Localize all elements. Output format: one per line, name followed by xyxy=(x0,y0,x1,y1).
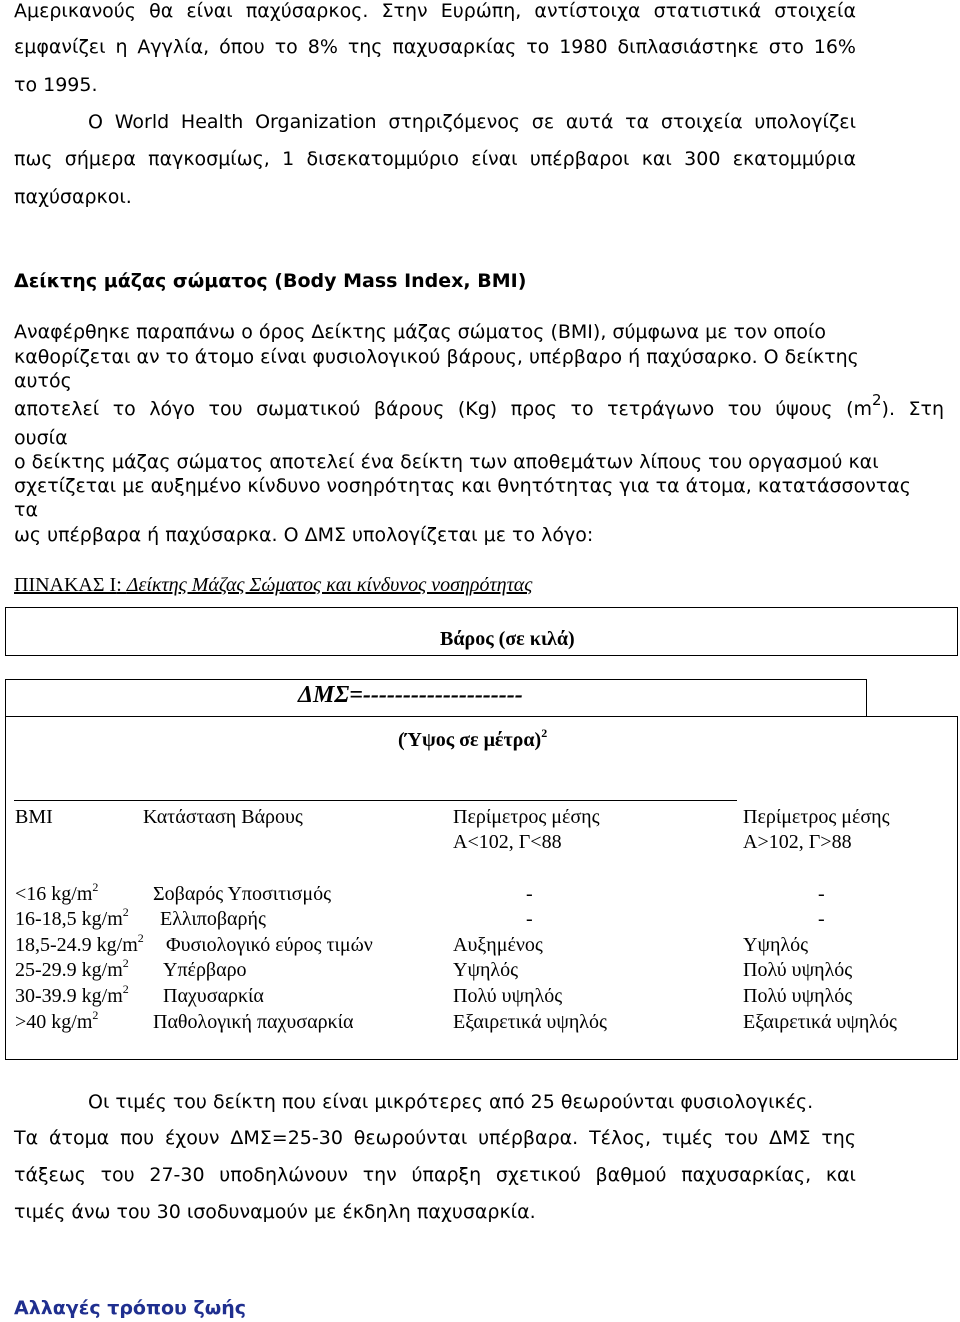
table-caption-label: ΠΙΝΑΚΑΣ Ι xyxy=(14,574,117,596)
intro-line-3: το 1995. xyxy=(14,74,98,96)
closing-line-1: Οι τιμές του δείκτη που είναι μικρότερες από 25 θεωρούνται φυσιολογικές. xyxy=(88,1091,814,1113)
formula-numerator: Βάρος (σε κιλά) xyxy=(440,628,575,650)
bmi-line-4: ουσία xyxy=(14,427,68,449)
row-risk-low: - xyxy=(526,883,533,905)
row-risk-low: Πολύ υψηλός xyxy=(453,985,563,1007)
row-risk-high: Υψηλός xyxy=(743,934,809,956)
header-waist-low-sub: Α<102, Γ<88 xyxy=(453,831,562,853)
bmi-table xyxy=(5,716,958,1060)
table-caption-text: Δείκτης Μάζας Σώματος και κίνδυνος νοσηρότητας xyxy=(126,574,533,596)
table-caption: ΠΙΝΑΚΑΣ Ι: Δείκτης Μάζας Σώματος και κίνδυνος νοσηρότητας xyxy=(14,574,533,596)
bmi-section-heading: Δείκτης μάζας σώματος (Body Mass Index, BMI) xyxy=(14,270,527,292)
formula-divider-1 xyxy=(5,655,958,656)
bmi-line-2: καθορίζεται αν το άτομο είναι φυσιολογικού βάρους, υπέρβαρο ή παχύσαρκο. Ο δείκτης xyxy=(14,346,859,368)
closing-line-2: Τα άτομα που έχουν ΔΜΣ=25-30 θεωρούνται υπέρβαρα. Τέλος, τιμές του ΔΜΣ της xyxy=(14,1127,856,1149)
bmi-ratio-line: αποτελεί το λόγο του σωματικού βάρους (Kg) προς το τετράγωνο του ύψους $(m^2)$. Στη xyxy=(14,391,944,420)
intro-line-5: πως σήμερα παγκοσμίως, 1 δισεκατομμύριο είναι υπέρβαροι και 300 εκατομμύρια xyxy=(14,148,856,170)
row-state: Παχυσαρκία xyxy=(163,985,264,1007)
row-risk-low: Εξαιρετικά υψηλός xyxy=(453,1011,607,1033)
row-bmi: 18,5-24.9 $kg/m^2$ xyxy=(15,931,144,956)
row-state: Φυσιολογικό εύρος τιμών xyxy=(166,934,373,956)
bmi-line-8: ως υπέρβαρα ή παχύσαρκα. Ο ΔΜΣ υπολογίζεται με το λόγο: xyxy=(14,524,594,546)
row-risk-high: - xyxy=(818,883,825,905)
row-risk-low: Αυξημένος xyxy=(453,934,543,956)
intro-line-2: εμφανίζει η Αγγλία, όπου το 8% της παχυσαρκίας το 1980 διπλασιάστηκε στο 16% xyxy=(14,36,856,58)
lifestyle-heading: Αλλαγές τρόπου ζωής xyxy=(14,1297,247,1319)
row-bmi: >40 $kg/m^2$ xyxy=(15,1008,99,1033)
bmi-line-5: ο δείκτης μάζας σώματος αποτελεί ένα δείκτη των αποθεμάτων λίπους του οργασμού και xyxy=(14,451,879,473)
bmi-line-7: τα xyxy=(14,499,38,521)
row-risk-high: Πολύ υψηλός xyxy=(743,985,853,1007)
row-state: Παθολογική παχυσαρκία xyxy=(153,1011,354,1033)
row-risk-low: Υψηλός xyxy=(453,959,519,981)
bmi-line-1: Αναφέρθηκε παραπάνω ο όρος Δείκτης μάζας σώματος (BMI), σύμφωνα με τον οποίο xyxy=(14,321,826,343)
table-header-rule xyxy=(14,800,737,801)
intro-line-1: Αμερικανούς θα είναι παχύσαρκος. Στην Ευρώπη, αντίστοιχα στατιστικά στοιχεία xyxy=(14,0,856,22)
header-waist-low: Περίμετρος μέσης xyxy=(453,806,600,828)
row-bmi: 30-39.9 $kg/m^2$ xyxy=(15,982,129,1007)
bmi-line-3: αυτός xyxy=(14,370,72,392)
row-state: Ελλιποβαρής xyxy=(160,908,266,930)
bmi-line-6: σχετίζεται με αυξημένο κίνδυνο νοσηρότητας και θνητότητας για τα άτομα, κατατάσσοντας xyxy=(14,475,911,497)
formula-denominator: (Ύψος σε μέτρα)$^2$ xyxy=(398,726,548,751)
header-waist-high: Περίμετρος μέσης xyxy=(743,806,890,828)
closing-line-4: τιμές άνω του 30 ισοδυναμούν με έκδηλη παχυσαρκία. xyxy=(14,1201,536,1223)
row-risk-high: - xyxy=(818,908,825,930)
row-risk-high: Πολύ υψηλός xyxy=(743,959,853,981)
row-bmi: 16-18,5 $kg/m^2$ xyxy=(15,905,129,930)
header-waist-high-sub: Α>102, Γ>88 xyxy=(743,831,852,853)
row-state: Υπέρβαρο xyxy=(163,959,247,981)
row-risk-low: - xyxy=(526,908,533,930)
row-state: Σοβαρός Υποσιτισμός xyxy=(153,883,331,905)
header-state: Κατάσταση Βάρους xyxy=(143,806,303,828)
intro-line-4: Ο World Health Organization στηριζόμενος σε αυτά τα στοιχεία υπολογίζει xyxy=(88,111,856,133)
formula-expression: ΔΜΣ=-------------------- xyxy=(298,682,523,708)
header-bmi: BMI xyxy=(15,806,53,828)
row-risk-high: Εξαιρετικά υψηλός xyxy=(743,1011,897,1033)
row-bmi: <16 $kg/m^2$ xyxy=(15,880,99,905)
closing-line-3: τάξεως του 27-30 υποδηλώνουν την ύπαρξη σχετικού βαθμού παχυσαρκίας, και xyxy=(14,1164,856,1186)
intro-line-6: παχύσαρκοι. xyxy=(14,186,132,208)
row-bmi: 25-29.9 $kg/m^2$ xyxy=(15,956,129,981)
